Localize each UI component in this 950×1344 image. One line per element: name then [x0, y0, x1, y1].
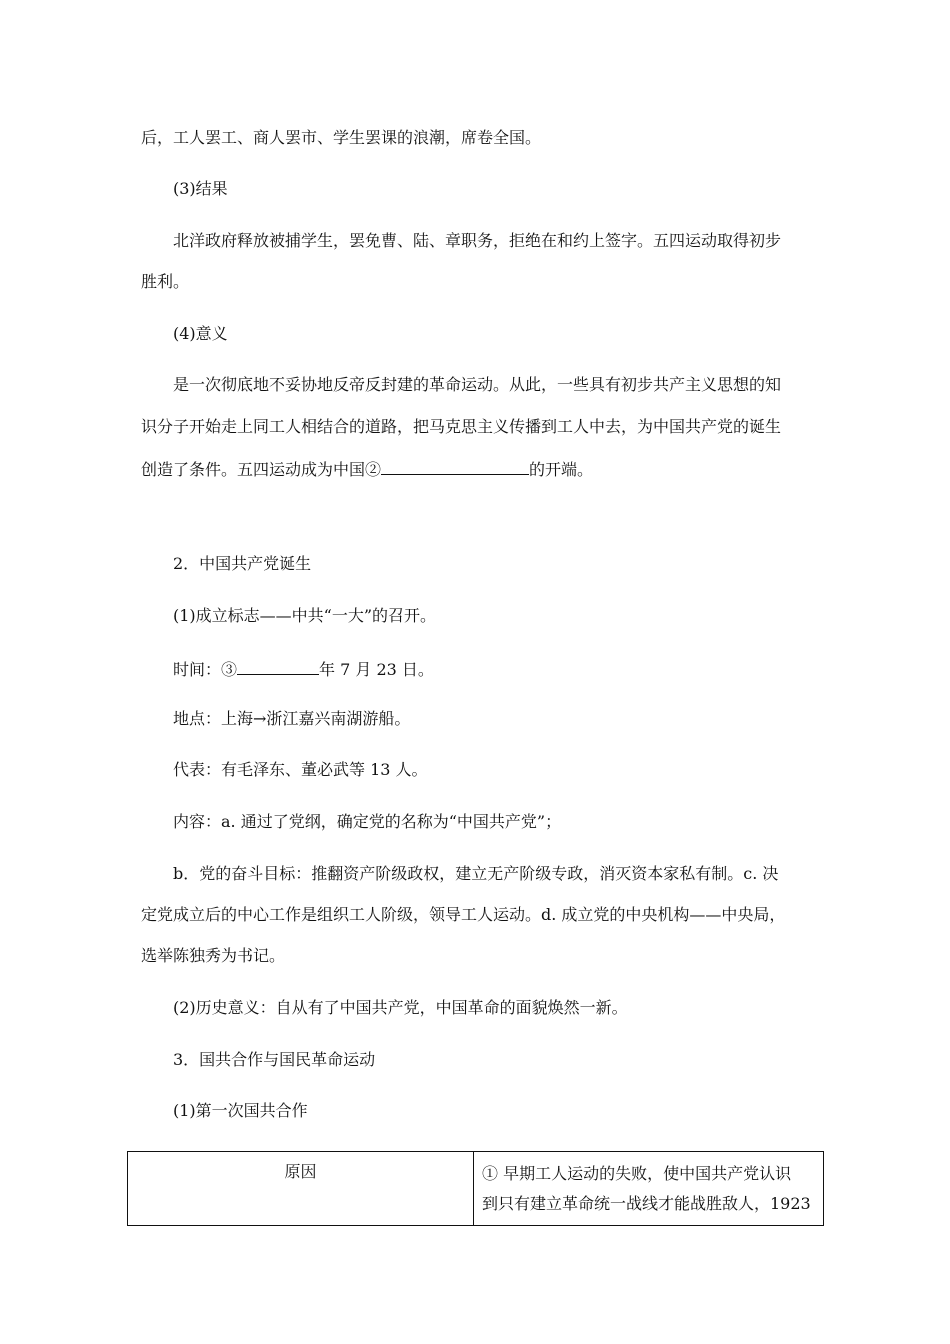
- table-row: [128, 1152, 824, 1226]
- paragraph-line: 代表：有毛泽东、董必武等 13 人。: [173, 760, 428, 779]
- text-segment: 时间：③: [173, 660, 238, 679]
- fill-in-blank-2[interactable]: [381, 460, 529, 475]
- section-heading-ccp-birth: 2．中国共产党诞生: [173, 554, 312, 573]
- paragraph-line: 胜利。: [141, 272, 190, 291]
- paragraph-line: 选举陈独秀为书记。: [141, 946, 286, 965]
- paragraph-line: 北洋政府释放被捕学生，罢免曹、陆、章职务，拒绝在和约上签字。五四运动取得初步: [173, 231, 782, 250]
- paragraph-line: 识分子开始走上同工人相结合的道路，把马克思主义传播到工人中去，为中国共产党的诞生: [141, 417, 782, 436]
- paragraph-line-with-blank: [173, 660, 848, 678]
- table-cell-content: [474, 1152, 824, 1226]
- section-heading-cooperation: 3．国共合作与国民革命运动: [173, 1050, 376, 1069]
- cooperation-table: [127, 1151, 824, 1226]
- subsection-heading: (1)成立标志——中共“一大”的召开。: [173, 606, 437, 625]
- paragraph-line-with-blank: [141, 460, 816, 478]
- paragraph-line: 定党成立后的中心工作是组织工人阶级，领导工人运动。d. 成立党的中央机构——中央局，: [141, 905, 786, 924]
- paragraph-line: 是一次彻底地不妥协地反帝反封建的革命运动。从此，一些具有初步共产主义思想的知: [173, 375, 782, 394]
- subsection-heading: (1)第一次国共合作: [173, 1101, 308, 1120]
- text-segment: 年 7 月 23 日。: [319, 660, 434, 679]
- table-cell-label: 原因: [128, 1152, 474, 1226]
- cell-line: ① 早期工人运动的失败，使中国共产党认识: [482, 1164, 792, 1183]
- paragraph-line: 后，工人罢工、商人罢市、学生罢课的浪潮，席卷全国。: [141, 128, 542, 147]
- section-heading-result: (3)结果: [173, 179, 228, 198]
- paragraph-line: 地点：上海→浙江嘉兴南湖游船。: [173, 709, 411, 728]
- fill-in-blank-3[interactable]: [237, 660, 319, 675]
- paragraph-line: b．党的奋斗目标：推翻资产阶级政权，建立无产阶级专政，消灭资本家私有制。c. 决: [173, 864, 779, 883]
- paragraph-line: 内容：a. 通过了党纲，确定党的名称为“中国共产党”；: [173, 812, 562, 831]
- subsection-heading: (2)历史意义：自从有了中国共产党，中国革命的面貌焕然一新。: [173, 998, 628, 1017]
- section-heading-significance: (4)意义: [173, 324, 228, 343]
- text-segment: 的开端。: [529, 460, 594, 479]
- cell-line: 到只有建立革命统一战线才能战胜敌人，1923: [482, 1194, 811, 1213]
- text-segment: 创造了条件。五四运动成为中国②: [141, 460, 382, 479]
